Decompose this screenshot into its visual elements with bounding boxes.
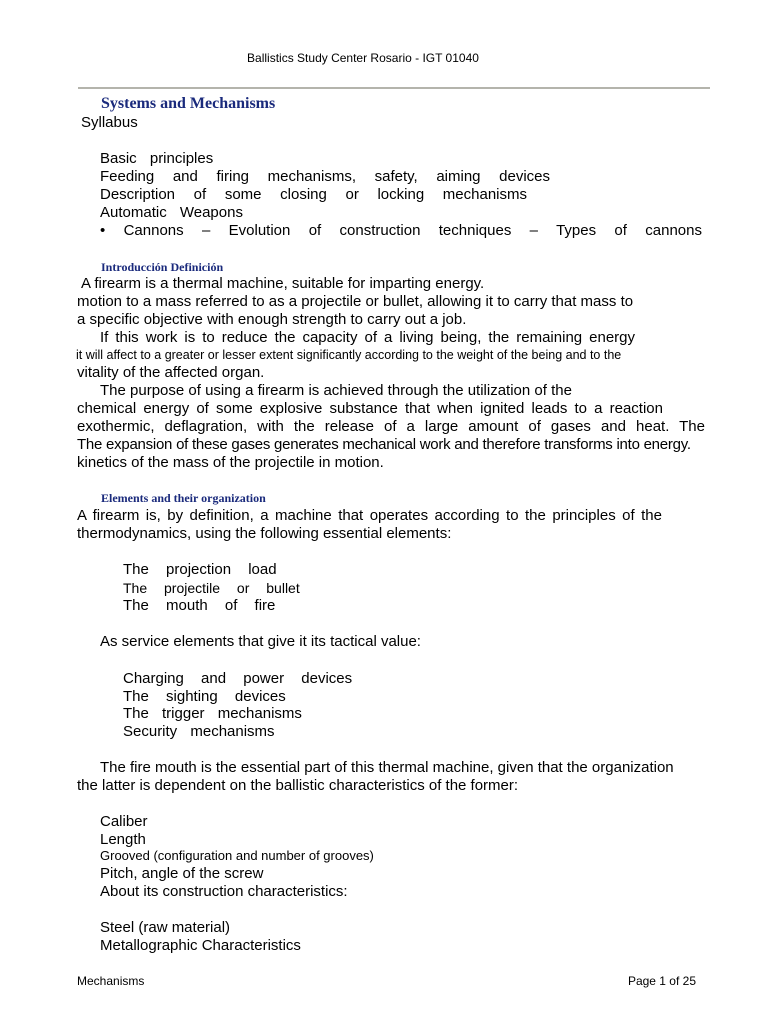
list-item: The mouth of fire	[123, 597, 276, 614]
body-line: The purpose of using a firearm is achieved through the utilization of the	[100, 382, 572, 399]
body-line: vitality of the affected organ.	[77, 364, 265, 381]
body-line: exothermic, deflagration, with the release of a large amount of gases and heat. The	[77, 418, 705, 435]
list-item: Metallographic Characteristics	[100, 937, 301, 954]
list-item: Charging and power devices	[123, 670, 353, 687]
body-line: A firearm is, by definition, a machine that operates according to the principles of the	[77, 507, 662, 524]
list-item: Security mechanisms	[123, 723, 275, 740]
syllabus-line: Automatic Weapons	[100, 204, 243, 221]
list-item: The projection load	[123, 561, 277, 578]
body-line: A firearm is a thermal machine, suitable for imparting energy.	[81, 275, 485, 292]
body-line: kinetics of the mass of the projectile in motion.	[77, 454, 384, 471]
list-item: Steel (raw material)	[100, 919, 231, 936]
list-item: The trigger mechanisms	[123, 705, 302, 722]
syllabus-line: • Cannons – Evolution of construction techniques – Types of cannons	[100, 222, 702, 239]
syllabus-line: Description of some closing or locking mechanisms	[100, 186, 527, 203]
body-line: a specific objective with enough strength to carry out a job.	[77, 311, 467, 328]
body-line: The expansion of these gases generates mechanical work and therefore transforms into energy.	[77, 436, 691, 453]
syllabus-line: Basic principles	[100, 150, 214, 167]
body-line: motion to a mass referred to as a projectile or bullet, allowing it to carry that mass to	[77, 293, 634, 310]
list-item: The projectile or bullet	[123, 580, 300, 596]
body-line: thermodynamics, using the following essential elements:	[77, 525, 452, 542]
page-footer-title: Mechanisms	[77, 974, 145, 988]
list-item: Length	[100, 831, 146, 848]
section-title-intro: Introducción Definición	[101, 260, 224, 274]
section-title-elements: Elements and their organization	[101, 491, 266, 505]
list-item: Caliber	[100, 813, 148, 830]
section-title-systems: Systems and Mechanisms	[101, 95, 276, 112]
page-number: Page 1 of 25	[627, 974, 696, 988]
syllabus-label: Syllabus	[81, 114, 138, 131]
body-line-small: it will affect to a greater or lesser extent significantly according to the weight of the being and to the	[76, 348, 622, 362]
body-line: As service elements that give it its tactical value:	[100, 633, 421, 650]
list-item: The sighting devices	[123, 688, 286, 705]
list-item: About its construction characteristics:	[100, 883, 348, 900]
body-line: The fire mouth is the essential part of this thermal machine, given that the organization	[100, 759, 674, 776]
page-header: Ballistics Study Center Rosario - IGT 01040	[247, 51, 479, 65]
list-item: Pitch, angle of the screw	[100, 865, 264, 882]
header-divider	[78, 87, 710, 89]
list-item: Grooved (configuration and number of grooves)	[100, 848, 374, 863]
body-line: the latter is dependent on the ballistic characteristics of the former:	[77, 777, 519, 794]
syllabus-line: Feeding and firing mechanisms, safety, aiming devices	[100, 168, 550, 185]
body-line: chemical energy of some explosive substance that when ignited leads to a reaction	[77, 400, 663, 417]
body-line: If this work is to reduce the capacity of a living being, the remaining energy	[100, 329, 635, 346]
